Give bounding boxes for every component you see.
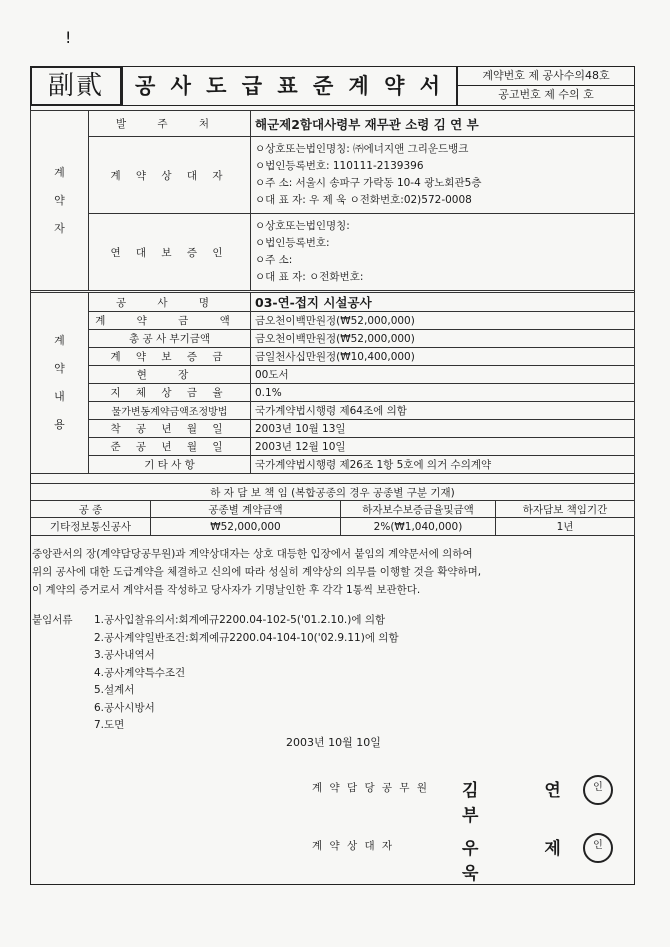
side-label-content: 계 약 내 용 xyxy=(31,293,89,474)
guarantor-info: ㅇ상호또는법인명칭: ㅇ법인등록번호: ㅇ주 소: ㅇ대 표 자: ㅇ전화번호: xyxy=(251,214,635,291)
content-value: 2003년 12월 10일 xyxy=(251,438,635,456)
warranty-cell: 기타정보통신공사 xyxy=(31,518,151,536)
contractor-table xyxy=(30,110,635,291)
signer-name-official: 김 연 부 xyxy=(462,781,591,826)
content-label: 기 타 사 항 xyxy=(89,456,251,474)
bid-number: 공고번호 제 수의 호 xyxy=(457,86,635,106)
project-name: 03-연-접지 시설공사 xyxy=(251,293,635,312)
warranty-header: 공 종 xyxy=(31,501,151,518)
signer-name-contractor: 우 제 욱 xyxy=(462,839,591,884)
list-item: 4.공사계약특수조건 xyxy=(94,666,186,679)
warranty-header: 공종별 계약금액 xyxy=(151,501,341,518)
list-item: 3.공사내역서 xyxy=(94,649,155,661)
content-label: 공 사 명 xyxy=(89,293,251,312)
content-label: 착 공 년 월 일 xyxy=(89,420,251,438)
warranty-header: 하자보수보증금율및금액 xyxy=(341,501,496,518)
seal-contractor: 인 xyxy=(583,833,613,863)
content-label: 준 공 년 월 일 xyxy=(89,438,251,456)
warranty-header: 하자담보 책임기간 xyxy=(496,501,635,518)
signer-role-official: 계 약 담 당 공 무 원 xyxy=(312,782,430,794)
content-value: 0.1% xyxy=(251,384,635,402)
attachments-label: 붙임서류 xyxy=(32,614,73,626)
content-value: 국가계약법시행령 제64조에 의함 xyxy=(251,402,635,420)
warranty-cell: 1년 xyxy=(496,518,635,536)
warranty-table xyxy=(30,483,635,536)
content-value: 금일천사십만원정(₩10,400,000) xyxy=(251,348,635,366)
warranty-cell: 2%(₩1,040,000) xyxy=(341,518,496,536)
agreement-paragraph: 중앙관서의 장(계약담당공무원)과 계약상대자는 상호 대등한 입장에서 붙임의 계약문서에 의하여 위의 공사에 대한 도급계약을 체결하고 신의에 따라 성실히 계약상의 의무를 이행할 것을 확약하며, 이 계약의 증거로서 계약서를 작성하고 당사자가 기명날인한 후 각각 1통씩 보관한다. xyxy=(32,548,482,596)
page-title: 공 사 도 급 표 준 계 약 서 xyxy=(122,66,457,106)
content-label: 계 약 금 액 xyxy=(89,312,251,330)
content-value: 2003년 10월 13일 xyxy=(251,420,635,438)
warranty-cell: ₩52,000,000 xyxy=(151,518,341,536)
corner-mark: ! xyxy=(65,28,72,47)
content-value: 00도서 xyxy=(251,366,635,384)
list-item: 5.설계서 xyxy=(94,684,135,696)
contract-date: 2003년 10월 10일 xyxy=(286,736,381,749)
list-item: 1.공사입찰유의서:회계예규2200.04-102-5('01.2.10.)에 의함 xyxy=(94,614,386,626)
attachments-list xyxy=(94,612,399,735)
party-label: 계 약 상 대 자 xyxy=(89,137,251,214)
content-label: 계 약 보 증 금 xyxy=(89,348,251,366)
list-item: 6.공사시방서 xyxy=(94,701,155,714)
guarantor-label: 연 대 보 증 인 xyxy=(89,214,251,291)
orderer-label: 발 주 처 xyxy=(89,111,251,137)
warranty-heading: 하 자 담 보 책 임 (복합공종의 경우 공종별 구분 기재) xyxy=(31,484,635,501)
contract-number: 계약번호 제 공사수의48호 xyxy=(457,66,635,86)
signer-role-contractor: 계 약 상 대 자 xyxy=(312,840,395,852)
side-label-contractor: 계 약 자 xyxy=(31,111,89,291)
content-value: 국가계약법시행령 제26조 1항 5호에 의거 수의계약 xyxy=(251,456,635,474)
content-table xyxy=(30,292,635,474)
seal-official: 인 xyxy=(583,775,613,805)
content-label: 총 공 사 부기금액 xyxy=(89,330,251,348)
content-label: 지 체 상 금 율 xyxy=(89,384,251,402)
content-label: 현 장 xyxy=(89,366,251,384)
content-value: 금오천이백만원정(₩52,000,000) xyxy=(251,330,635,348)
content-label: 물가변동계약금액조정방법 xyxy=(89,402,251,420)
copy-stamp: 副貳 xyxy=(30,66,122,106)
list-item: 2.공사계약일반조건:회계예규2200.04-104-10('02.9.11)에 의함 xyxy=(94,631,399,644)
content-value: 금오천이백만원정(₩52,000,000) xyxy=(251,312,635,330)
list-item: 7.도면 xyxy=(94,719,125,731)
orderer-value: 해군제2함대사령부 재무관 소령 김 연 부 xyxy=(251,111,635,137)
party-info: ㅇ상호또는법인명칭: ㈜에너지앤 그리운드뱅크 ㅇ법인등록번호: 110111-2139396 ㅇ주 소: 서울시 송파구 가락동 10-4 광노회관5층 ㅇ대 표 자: 우 제 욱 ㅇ전화번호:02)572-0008 xyxy=(251,137,635,214)
